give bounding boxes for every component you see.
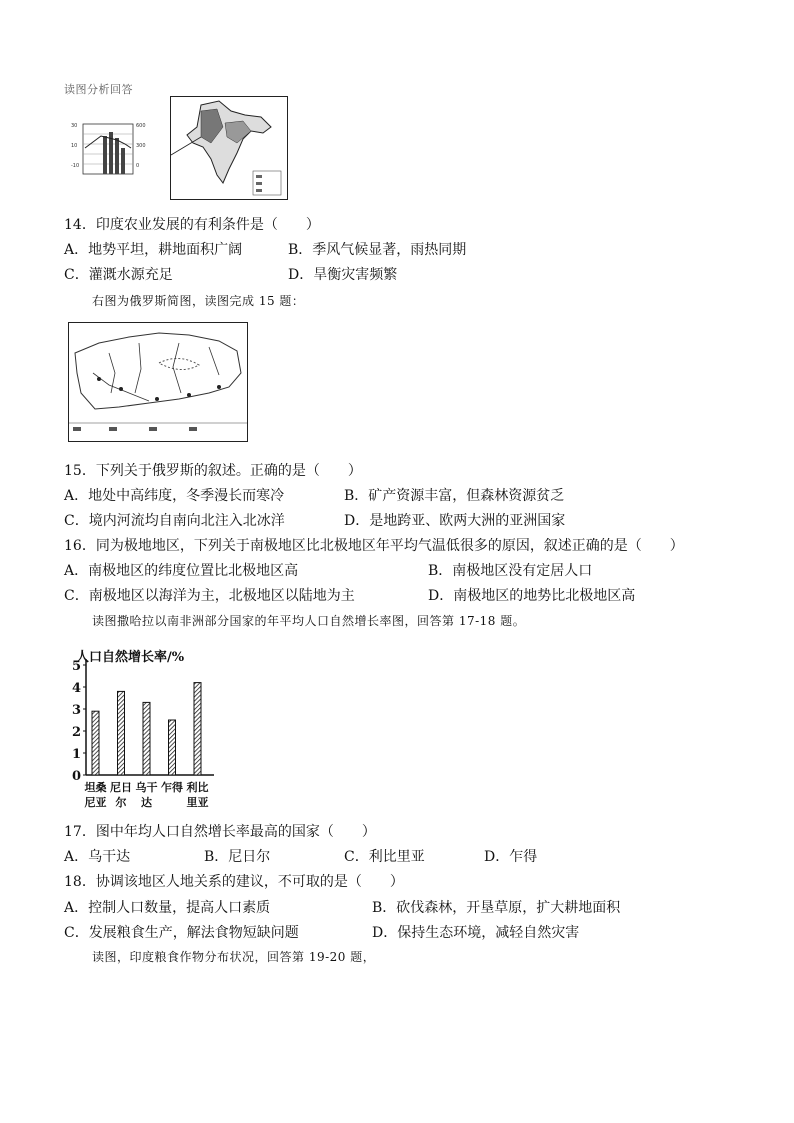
q14-stem: 14．印度农业发展的有利条件是（ ） xyxy=(64,217,320,233)
x-category-label: 利比 xyxy=(186,781,209,794)
q14-option-b[interactable]: B．季风气候显著，雨热同期 xyxy=(288,242,467,258)
q17-option-a[interactable]: A．乌干达 xyxy=(64,849,131,865)
q15-option-c[interactable]: C．境内河流均自南向北注入北冰洋 xyxy=(64,513,285,529)
q14-option-c[interactable]: C．灌溉水源充足 xyxy=(64,267,173,283)
q17-option-b[interactable]: B．尼日尔 xyxy=(204,849,271,865)
q18-option-c[interactable]: C．发展粮食生产，解法食物短缺问题 xyxy=(64,925,299,941)
bar xyxy=(143,702,150,775)
x-category-label: 坦桑 xyxy=(84,781,107,794)
q18-stem: 18．协调该地区人地关系的建议，不可取的是（ ） xyxy=(64,874,404,890)
q15-stem: 15．下列关于俄罗斯的叙述。正确的是（ ） xyxy=(64,463,362,479)
india-map-graphic xyxy=(171,97,287,199)
q15-intro: 右图为俄罗斯简图，读图完成 15 题： xyxy=(92,294,305,308)
bar xyxy=(118,691,125,775)
q17-option-d[interactable]: D．乍得 xyxy=(484,849,538,865)
y-tick-label: 5 xyxy=(72,659,82,674)
q17-option-c[interactable]: C．利比里亚 xyxy=(344,849,425,865)
svg-text:30: 30 xyxy=(71,123,78,129)
q18-option-b[interactable]: B．砍伐森林，开垦草原，扩大耕地面积 xyxy=(372,900,621,916)
svg-text:10: 10 xyxy=(71,143,78,149)
q16-option-d[interactable]: D．南极地区的地势比北极地区高 xyxy=(428,588,636,604)
q19-intro: 读图，印度粮食作物分布状况，回答第 19-20 题， xyxy=(92,950,376,964)
bar xyxy=(194,683,201,775)
chart-title: 人口自然增长率/% xyxy=(76,650,185,665)
y-tick-label: 1 xyxy=(72,747,82,762)
q16-stem: 16．同为极地地区，下列关于南极地区比北极地区年平均气温低很多的原因，叙述正确的是（ ） xyxy=(64,538,684,554)
q15-option-a[interactable]: A．地处中高纬度，冬季漫长而寒冷 xyxy=(64,488,285,504)
y-tick-label: 2 xyxy=(72,725,82,740)
q15-option-b[interactable]: B．矿产资源丰富，但森林资源贫乏 xyxy=(344,488,565,504)
chart-plot-area xyxy=(64,640,224,810)
svg-text:0: 0 xyxy=(136,163,140,169)
x-category-label: 尼日 xyxy=(110,781,132,794)
growth-rate-chart xyxy=(64,640,224,810)
bar xyxy=(92,711,99,775)
india-map-figure xyxy=(170,96,288,200)
bar xyxy=(169,720,176,775)
q15-option-d[interactable]: D．是地跨亚、欧两大洲的亚洲国家 xyxy=(344,513,566,529)
y-tick-label: 0 xyxy=(72,769,82,784)
q14-option-a[interactable]: A．地势平坦，耕地面积广阔 xyxy=(64,242,243,258)
x-category-label: 乌干 xyxy=(135,781,158,794)
q17-intro: 读图撒哈拉以南非洲部分国家的年平均人口自然增长率图，回答第 17-18 题。 xyxy=(92,614,526,628)
q17-stem: 17．图中年均人口自然增长率最高的国家（ ） xyxy=(64,824,376,840)
svg-text:300: 300 xyxy=(136,143,146,149)
x-category-label: 乍得 xyxy=(161,781,183,794)
q18-option-d[interactable]: D．保持生态环境，减轻自然灾害 xyxy=(372,925,580,941)
header-fragment: 读图分析回答 xyxy=(64,83,133,96)
q16-option-b[interactable]: B．南极地区没有定居人口 xyxy=(428,563,593,579)
y-tick-label: 3 xyxy=(72,703,82,718)
x-category-label: 达 xyxy=(141,796,152,809)
climate-chart-graphic xyxy=(69,118,155,182)
q18-option-a[interactable]: A．控制人口数量，提高人口素质 xyxy=(64,900,271,916)
q16-option-c[interactable]: C．南极地区以海洋为主，北极地区以陆地为主 xyxy=(64,588,355,604)
svg-text:-10: -10 xyxy=(71,163,80,169)
x-category-label: 尼亚 xyxy=(84,796,107,809)
x-category-label: 里亚 xyxy=(186,796,209,809)
russia-map-graphic xyxy=(69,323,247,441)
svg-text:600: 600 xyxy=(136,123,146,129)
russia-map-figure xyxy=(68,322,248,442)
q16-option-a[interactable]: A．南极地区的纬度位置比北极地区高 xyxy=(64,563,299,579)
x-category-label: 尔 xyxy=(115,796,127,809)
y-tick-label: 4 xyxy=(72,681,82,696)
climate-chart-figure xyxy=(69,118,155,182)
q14-option-d[interactable]: D．旱衡灾害频繁 xyxy=(288,267,398,283)
